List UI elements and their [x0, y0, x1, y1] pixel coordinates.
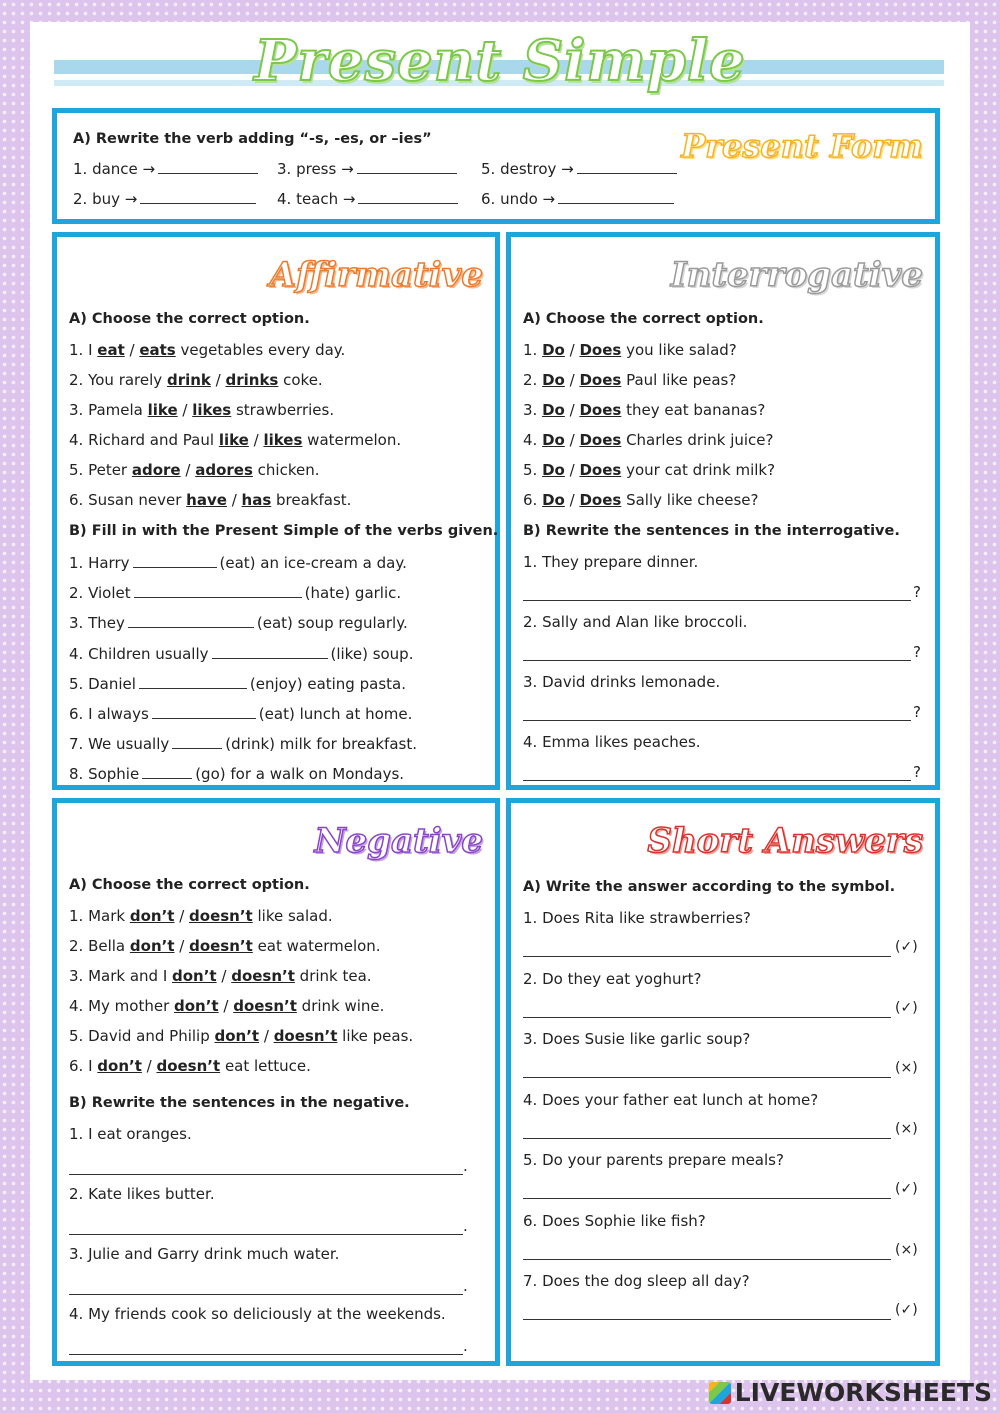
- option-1[interactable]: Do: [542, 371, 565, 389]
- rewrite-item: 4. Emma likes peaches.: [523, 733, 701, 751]
- fill-item: 8. Sophie (go) for a walk on Mondays.: [69, 765, 405, 784]
- option-1[interactable]: adore: [131, 461, 181, 479]
- answer-blank[interactable]: [152, 704, 256, 719]
- answer-symbol: (×): [895, 1060, 918, 1076]
- option-2[interactable]: Does: [579, 401, 622, 419]
- question-mark: ?: [913, 583, 921, 601]
- interrogative-b-instruction: B) Rewrite the sentences in the interrogative.: [523, 523, 900, 539]
- fill-item: 3. They (eat) soup regularly.: [69, 614, 408, 633]
- choice-item: 2. You rarely drink / drinks coke.: [69, 371, 323, 389]
- answer-line[interactable]: [523, 599, 911, 601]
- form-instruction: A) Rewrite the verb adding “-s, -es, or –ies”: [73, 131, 432, 147]
- form-item: 6. undo →: [481, 189, 677, 208]
- option-2[interactable]: doesn’t: [189, 937, 253, 955]
- question-item: 4. Does your father eat lunch at home?: [523, 1090, 819, 1109]
- option-2[interactable]: doesn’t: [273, 1027, 338, 1045]
- period-mark: .: [463, 1157, 468, 1175]
- option-1[interactable]: don’t: [172, 967, 217, 985]
- answer-line[interactable]: [523, 779, 911, 781]
- option-2[interactable]: doesn’t: [233, 997, 297, 1015]
- choice-item: 3. Pamela like / likes strawberries.: [69, 401, 335, 419]
- rewrite-item: 2. Sally and Alan like broccoli.: [523, 613, 748, 631]
- answer-line[interactable]: [523, 659, 911, 661]
- choice-item: 5. Do / Does your cat drink milk?: [523, 461, 776, 479]
- question-item: 3. Does Susie like garlic soup?: [523, 1030, 751, 1048]
- option-1[interactable]: Do: [542, 491, 565, 509]
- choice-item: 6. Do / Does Sally like cheese?: [523, 491, 759, 509]
- question-mark: ?: [913, 703, 921, 721]
- option-1[interactable]: like: [218, 431, 249, 449]
- answer-line[interactable]: [523, 955, 891, 957]
- period-mark: .: [463, 1277, 468, 1295]
- present-form-title: Present Form: [681, 127, 923, 165]
- option-2[interactable]: likes: [192, 401, 232, 419]
- answer-blank[interactable]: [172, 734, 222, 749]
- affirmative-title: Affirmative: [269, 255, 483, 295]
- answer-symbol: (✓): [895, 999, 918, 1016]
- rewrite-item: 2. Kate likes butter.: [69, 1185, 215, 1203]
- choice-item: 1. Mark don’t / doesn’t like salad.: [69, 907, 333, 925]
- option-1[interactable]: eat: [97, 341, 125, 359]
- affirmative-a-instruction: A) Choose the correct option.: [69, 311, 310, 327]
- option-2[interactable]: drinks: [225, 371, 279, 389]
- answer-line[interactable]: [523, 1258, 891, 1260]
- option-2[interactable]: Does: [579, 431, 622, 449]
- answer-blank[interactable]: [357, 159, 457, 174]
- worksheet-page: [30, 22, 970, 1380]
- option-1[interactable]: have: [186, 491, 227, 509]
- short-answers-instruction: A) Write the answer according to the symbol.: [523, 879, 896, 895]
- option-2[interactable]: doesn’t: [189, 907, 253, 925]
- affirmative-b-instruction: B) Fill in with the Present Simple of the verbs given.: [69, 523, 499, 539]
- negative-section: [52, 798, 500, 1366]
- option-1[interactable]: Do: [542, 401, 565, 419]
- answer-blank[interactable]: [133, 553, 217, 568]
- form-item: 1. dance →: [73, 159, 261, 178]
- choice-item: 3. Do / Does they eat bananas?: [523, 401, 766, 419]
- answer-line[interactable]: [69, 1353, 463, 1355]
- answer-blank[interactable]: [358, 189, 458, 204]
- form-item: 5. destroy →: [481, 159, 680, 178]
- fill-item: 4. Children usually (like) soup.: [69, 644, 414, 663]
- answer-line[interactable]: [523, 1318, 891, 1320]
- question-item: 7. Does the dog sleep all day?: [523, 1272, 750, 1290]
- form-item: 3. press →: [277, 159, 460, 178]
- answer-symbol: (✓): [895, 939, 918, 955]
- answer-symbol: (×): [895, 1120, 918, 1137]
- option-1[interactable]: don’t: [214, 1027, 260, 1045]
- form-item: 4. teach →: [277, 189, 461, 208]
- option-1[interactable]: Do: [542, 431, 565, 449]
- choice-item: 6. I don’t / doesn’t eat lettuce.: [69, 1057, 311, 1075]
- choice-item: 4. My mother don’t / doesn’t drink wine.: [69, 997, 385, 1015]
- rewrite-item: 3. Julie and Garry drink much water.: [69, 1245, 340, 1263]
- option-1[interactable]: Do: [542, 461, 565, 479]
- choice-item: 6. Susan never have / has breakfast.: [69, 491, 352, 509]
- option-1[interactable]: don’t: [97, 1057, 142, 1075]
- option-1[interactable]: drink: [166, 371, 211, 389]
- form-item: 2. buy →: [73, 189, 259, 208]
- question-mark: ?: [913, 763, 921, 781]
- option-1[interactable]: don’t: [129, 937, 175, 955]
- fill-item: 7. We usually (drink) milk for breakfast.: [69, 735, 417, 754]
- option-2[interactable]: Does: [579, 491, 622, 509]
- period-mark: .: [463, 1217, 468, 1235]
- negative-b-instruction: B) Rewrite the sentences in the negative.: [69, 1095, 410, 1111]
- choice-item: 1. I eat / eats vegetables every day.: [69, 341, 346, 359]
- answer-line[interactable]: [523, 1137, 891, 1139]
- option-2[interactable]: doesn’t: [156, 1057, 221, 1075]
- period-mark: .: [463, 1337, 468, 1355]
- short-answers-title: Short Answers: [647, 821, 923, 861]
- choice-item: 2. Do / Does Paul like peas?: [523, 371, 737, 389]
- choice-item: 3. Mark and I don’t / doesn’t drink tea.: [69, 967, 372, 985]
- fill-item: 5. Daniel (enjoy) eating pasta.: [69, 674, 406, 693]
- negative-title: Negative: [314, 821, 483, 861]
- answer-blank[interactable]: [134, 583, 302, 598]
- answer-line[interactable]: [523, 719, 911, 721]
- option-2[interactable]: doesn’t: [231, 967, 295, 985]
- fill-item: 1. Harry (eat) an ice-cream a day.: [69, 554, 407, 572]
- answer-blank[interactable]: [558, 189, 674, 204]
- option-2[interactable]: Does: [579, 461, 622, 479]
- option-1[interactable]: don’t: [174, 997, 219, 1015]
- interrogative-section: [506, 232, 940, 790]
- choice-item: 4. Do / Does Charles drink juice?: [523, 431, 774, 449]
- answer-blank[interactable]: [139, 674, 247, 689]
- interrogative-title: Interrogative: [670, 255, 923, 295]
- question-item: 6. Does Sophie like fish?: [523, 1211, 706, 1230]
- page-title: Present Simple: [254, 28, 746, 94]
- negative-a-instruction: A) Choose the correct option.: [69, 877, 310, 893]
- rewrite-item: 1. I eat oranges.: [69, 1125, 192, 1143]
- answer-blank[interactable]: [140, 189, 256, 204]
- logo-text: LIVEWORKSHEETS: [734, 1378, 992, 1407]
- fill-item: 2. Violet (hate) garlic.: [69, 584, 402, 603]
- answer-symbol: (✓): [895, 1302, 918, 1318]
- choice-item: 1. Do / Does you like salad?: [523, 341, 737, 359]
- answer-blank[interactable]: [128, 613, 254, 628]
- answer-blank[interactable]: [142, 764, 192, 779]
- answer-symbol: (✓): [895, 1181, 918, 1197]
- answer-blank[interactable]: [158, 159, 258, 174]
- answer-blank[interactable]: [577, 159, 677, 174]
- option-2[interactable]: eats: [139, 341, 176, 359]
- fill-item: 6. I always (eat) lunch at home.: [69, 705, 413, 723]
- answer-blank[interactable]: [212, 644, 328, 659]
- choice-item: 4. Richard and Paul like / likes watermelon.: [69, 431, 402, 449]
- question-item: 2. Do they eat yoghurt?: [523, 969, 702, 988]
- affirmative-section: [52, 232, 500, 790]
- interrogative-a-instruction: A) Choose the correct option.: [523, 311, 764, 327]
- answer-line[interactable]: [69, 1173, 463, 1175]
- answer-symbol: (×): [895, 1241, 918, 1258]
- short-answers-section: [506, 798, 940, 1366]
- logo-icon: [709, 1382, 731, 1404]
- answer-line[interactable]: [69, 1293, 463, 1295]
- choice-item: 2. Bella don’t / doesn’t eat watermelon.: [69, 937, 381, 955]
- question-item: 5. Do your parents prepare meals?: [523, 1151, 784, 1169]
- rewrite-item: 4. My friends cook so deliciously at the weekends.: [69, 1305, 446, 1323]
- present-form-section: [52, 108, 940, 224]
- option-1[interactable]: Do: [542, 341, 565, 359]
- option-2[interactable]: likes: [263, 431, 303, 449]
- rewrite-item: 3. David drinks lemonade.: [523, 673, 721, 691]
- option-2[interactable]: adores: [195, 461, 253, 479]
- answer-line[interactable]: [523, 1016, 891, 1018]
- question-mark: ?: [913, 643, 921, 661]
- option-2[interactable]: Does: [579, 371, 622, 389]
- choice-item: 5. Peter adore / adores chicken.: [69, 461, 320, 479]
- option-2[interactable]: has: [241, 491, 272, 509]
- answer-line[interactable]: [523, 1197, 891, 1199]
- option-1[interactable]: like: [147, 401, 178, 419]
- liveworksheets-logo: [709, 1378, 992, 1407]
- rewrite-item: 1. They prepare dinner.: [523, 553, 699, 571]
- question-item: 1. Does Rita like strawberries?: [523, 909, 751, 927]
- answer-line[interactable]: [523, 1076, 891, 1078]
- answer-line[interactable]: [69, 1233, 463, 1235]
- option-2[interactable]: Does: [579, 341, 622, 359]
- option-1[interactable]: don’t: [129, 907, 175, 925]
- choice-item: 5. David and Philip don’t / doesn’t like peas.: [69, 1027, 414, 1045]
